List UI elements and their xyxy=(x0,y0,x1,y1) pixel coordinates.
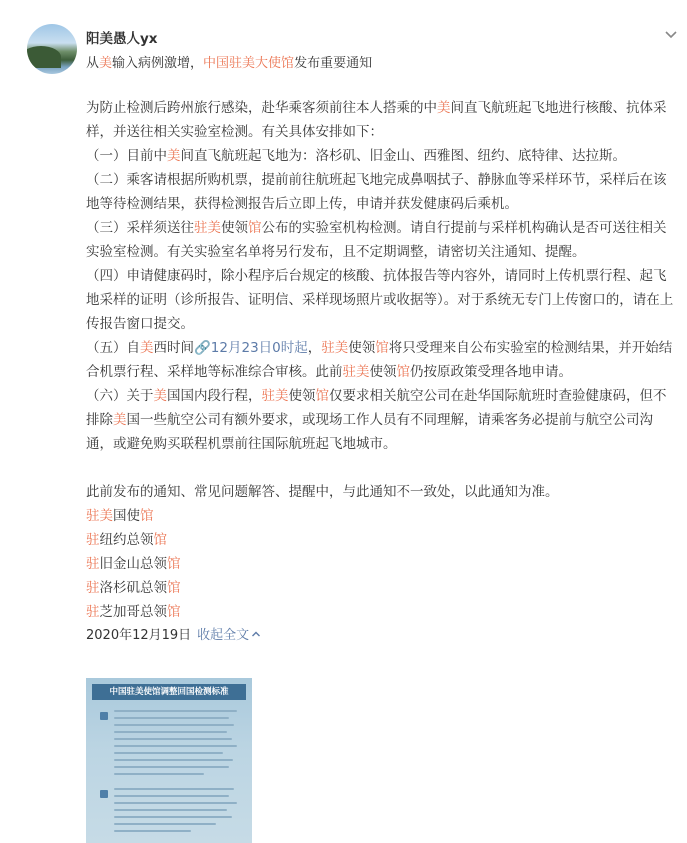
text-segment: 仍按原政策受理各地申请。 xyxy=(410,364,572,380)
text-segment: 西时间 xyxy=(153,340,194,356)
keyword-highlight: 中国驻美大使馆 xyxy=(203,56,295,71)
text-segment: 公布的实验室机构检测。请自行提前与采样机构确认是否可送往相关实验室检测。有关实验室名单将另行发布，且不定期调整，请密切关注通知、提醒。 xyxy=(86,220,667,260)
signature-line xyxy=(86,600,678,624)
text-segment: （五）自 xyxy=(86,340,140,356)
keyword-highlight: 美 xyxy=(99,56,113,71)
keyword-highlight: 馆 xyxy=(140,508,154,524)
text-segment: 从 xyxy=(86,56,100,71)
paragraph xyxy=(86,336,678,384)
text-segment: 将只受理来自公布实验室的检测结果，并开始结合机票行程、采样地等标准综合审核。此前 xyxy=(86,340,673,380)
post-headline xyxy=(86,52,372,71)
paragraph xyxy=(86,144,678,168)
text-segment: （一）目前中 xyxy=(86,148,167,164)
keyword-highlight: 驻 xyxy=(86,580,100,596)
text-segment: 使领 xyxy=(369,364,397,380)
signature-line xyxy=(86,504,678,528)
keyword-highlight: 美 xyxy=(153,388,167,404)
avatar[interactable] xyxy=(27,24,77,74)
keyword-highlight: 驻 xyxy=(86,604,100,620)
keyword-highlight: 驻 xyxy=(86,556,100,572)
closing-note: 此前发布的通知、常见问题解答、提醒中，与此通知不一致处，以此通知为准。 xyxy=(86,484,559,500)
keyword-highlight: 美 xyxy=(140,340,154,356)
paragraph xyxy=(86,168,678,216)
keyword-highlight: 馆 xyxy=(248,220,262,236)
keyword-highlight: 驻美 xyxy=(86,508,113,524)
keyword-highlight: 馆 xyxy=(153,532,167,548)
keyword-highlight: 馆 xyxy=(315,388,329,404)
text-segment: 旧金山总领 xyxy=(99,556,167,572)
post-date: 2020年12月19日 xyxy=(86,628,192,643)
keyword-highlight: 美 xyxy=(113,412,127,428)
paragraph xyxy=(86,216,678,264)
text-segment: 发布重要通知 xyxy=(294,56,373,71)
image-text-block xyxy=(114,788,242,837)
collapse-label: 收起全文 xyxy=(197,628,250,643)
text-segment: 国使 xyxy=(113,508,140,524)
signature-line xyxy=(86,576,678,600)
text-segment: （四）申请健康码时，除小程序后台规定的核酸、抗体报告等内容外，请同时上传机票行程、起飞地采样的证明（诊所报告、证明信、采样现场照片或收据等）。对于系统无专门上传窗口的，请在上传报告窗口提交。 xyxy=(86,268,674,332)
paragraph xyxy=(86,96,678,144)
text-segment: 间直飞航班起飞地进行核酸、抗体采样，并送往相关实验室检测。有关具体安排如下： xyxy=(86,100,667,140)
text-segment: 国一些航空公司有额外要求，或现场工作人员有不同理解，请乘客务必提前与航空公司沟通，或避免购买联程机票前往国际航班起飞地城市。 xyxy=(86,412,653,452)
date-link[interactable]: 🔗12月23日0时起 xyxy=(194,340,308,356)
text-segment: 国国内段行程， xyxy=(167,388,262,404)
attached-image[interactable] xyxy=(86,678,252,843)
text-segment: ， xyxy=(307,340,322,356)
keyword-highlight: 驻 xyxy=(86,532,100,548)
image-bullet-icon xyxy=(100,790,108,798)
text-segment: 使领 xyxy=(221,220,248,236)
keyword-highlight: 馆 xyxy=(167,604,181,620)
username[interactable]: 阳美愚人yx xyxy=(86,31,158,47)
text-segment: （二）乘客请根据所购机票，提前前往航班起飞地完成鼻咽拭子、静脉血等采样环节，采样后在该地等待检测结果，获得检测报告后立即上传，申请并获发健康码后乘机。 xyxy=(86,172,667,212)
keyword-highlight: 驻美 xyxy=(261,388,289,404)
text-segment: 输入病例激增， xyxy=(112,56,204,71)
text-segment: 为防止检测后跨州旅行感染，赴华乘客须前往本人搭乘的中 xyxy=(86,100,437,116)
paragraph xyxy=(86,264,678,336)
keyword-highlight: 馆 xyxy=(375,340,389,356)
chevron-down-icon[interactable] xyxy=(664,30,678,40)
attached-image-title: 中国驻美使馆调整回国检测标准 xyxy=(92,684,246,700)
text-segment: 洛杉矶总领 xyxy=(99,580,167,596)
keyword-highlight: 馆 xyxy=(167,580,181,596)
text-segment: （三）采样须送往 xyxy=(86,220,194,236)
text-segment: 纽约总领 xyxy=(99,532,154,548)
post-paragraphs xyxy=(86,96,678,456)
image-text-block xyxy=(114,710,242,780)
text-segment: 使领 xyxy=(348,340,376,356)
post-body xyxy=(86,96,678,648)
signature-line xyxy=(86,552,678,576)
text-segment: 间直飞航班起飞地为：洛杉矶、旧金山、西雅图、纽约、底特律、达拉斯。 xyxy=(180,148,626,164)
keyword-highlight: 驻美 xyxy=(342,364,370,380)
keyword-highlight: 美 xyxy=(167,148,181,164)
paragraph xyxy=(86,384,678,456)
text-segment: 仅要求相关航空公司在赴华国际航班时查验健康码，但不排除 xyxy=(86,388,667,428)
keyword-highlight: 驻美 xyxy=(321,340,349,356)
collapse-button[interactable] xyxy=(197,628,261,643)
keyword-highlight: 馆 xyxy=(167,556,181,572)
signature-list xyxy=(86,504,678,624)
chevron-up-icon xyxy=(251,630,261,638)
signature-line xyxy=(86,528,678,552)
text-segment: 芝加哥总领 xyxy=(99,604,167,620)
text-segment: 使领 xyxy=(288,388,316,404)
keyword-highlight: 美 xyxy=(437,100,451,116)
keyword-highlight: 馆 xyxy=(396,364,410,380)
text-segment: （六）关于 xyxy=(86,388,154,404)
date-row xyxy=(86,624,678,648)
avatar-hill-decoration xyxy=(27,46,61,68)
keyword-highlight: 驻美 xyxy=(194,220,221,236)
image-bullet-icon xyxy=(100,712,108,720)
